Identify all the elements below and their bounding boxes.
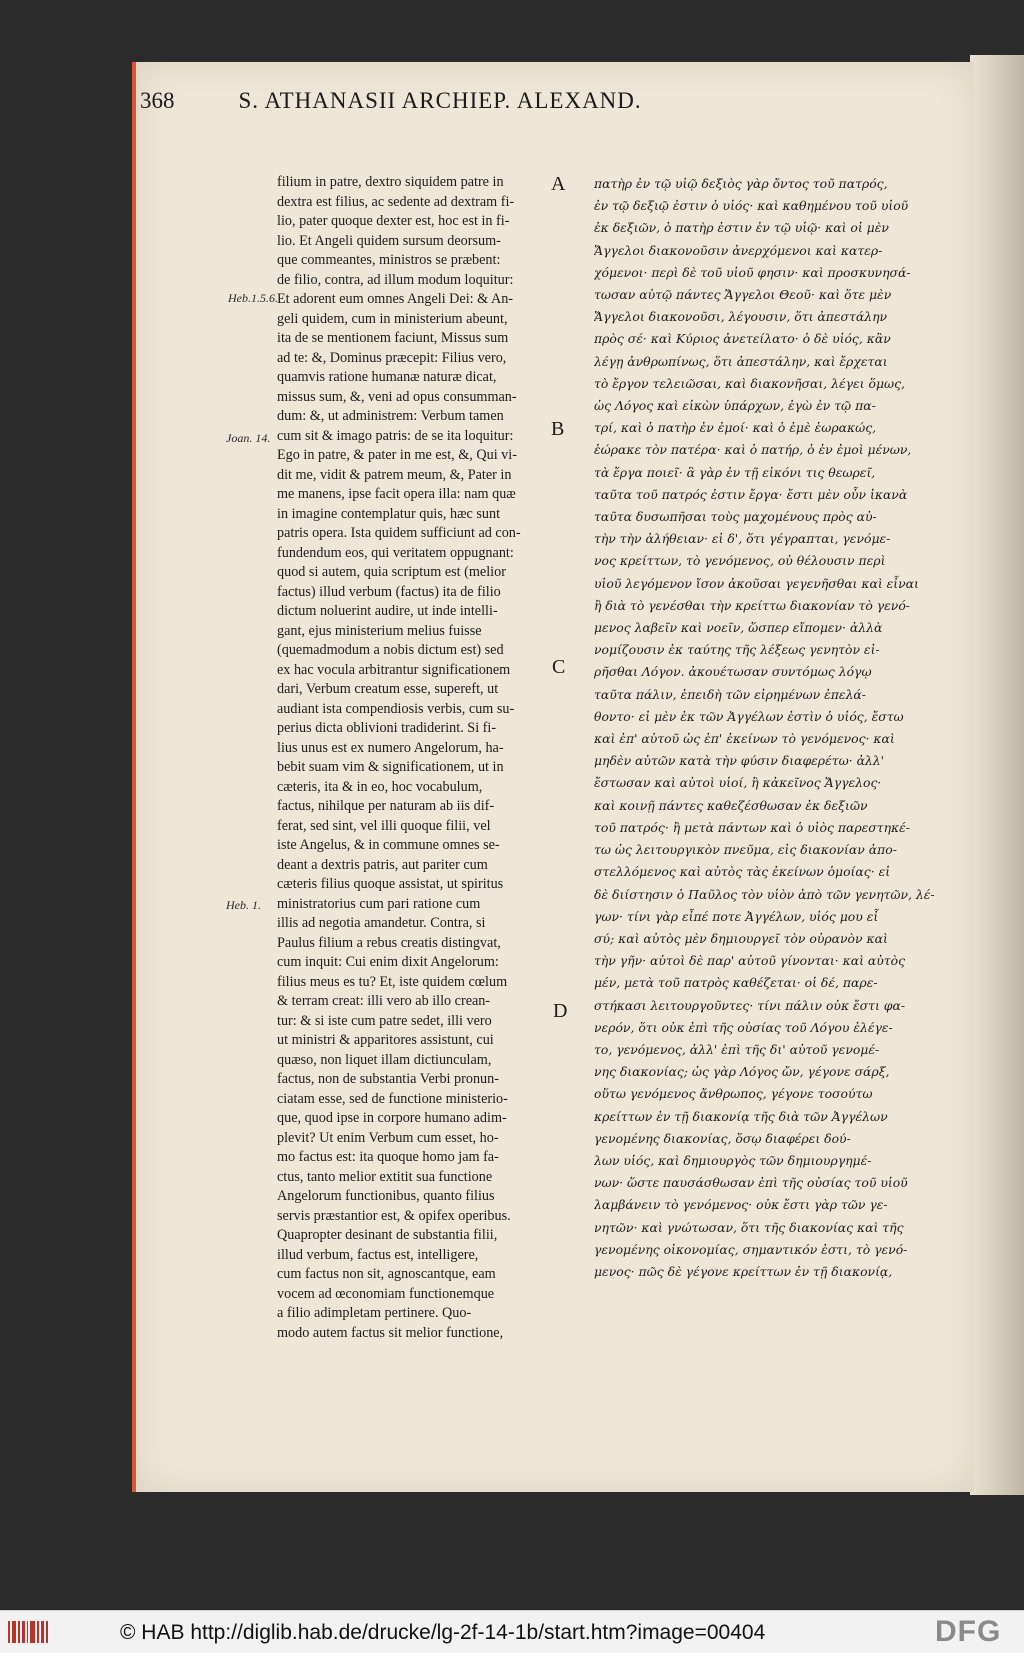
text-line: factus, nihilque per naturam ab iis dif- [277, 798, 495, 814]
text-line: στήκασι λειτουργοῦντες· τίνι πάλιν οὐκ ἔστι φα- [594, 997, 906, 1013]
text-line: ctus, tanto melior extitit sua functione [277, 1168, 493, 1185]
text-line: ciatam esse, sed de functione ministerio- [277, 1090, 508, 1107]
text-line: perius dicta oblivioni tradiderint. Si fi- [277, 720, 497, 736]
text-line: vocem ad œconomiam functionemque [277, 1285, 495, 1302]
text-line: το, γενόμενος, ἀλλ' ἐπὶ τῆς δι' αὐτοῦ γενομέ- [594, 1041, 880, 1057]
text-line: de filio, contra, ad illum modum loquitur: [277, 271, 514, 288]
text-line: lio. Et Angeli quidem sursum deorsum- [277, 232, 501, 249]
text-line: que, quod ipse in corpore humano adim- [277, 1110, 507, 1126]
text-line: ad te: &, Dominus præcepit: Filius vero, [277, 349, 507, 366]
text-line: καὶ ἐπ' αὐτοῦ ὡς ἐπ' ἐκείνων τὸ γενόμενος· καὶ [594, 731, 895, 747]
text-line: πατὴρ ἐν τῷ υἱῷ δεξιὸς γὰρ ὄντος τοῦ πατρός, [594, 176, 888, 191]
text-line: ut ministri & apparitores assistunt, cui [277, 1032, 494, 1048]
text-line: νομίζουσιν ἐκ ταύτης τῆς λέξεως γενητὸν εἰ- [594, 642, 880, 658]
footer-bar [0, 1610, 1024, 1653]
text-line: Angelorum functionibus, quanto filius [277, 1188, 495, 1204]
text-line: δὲ διίστησιν ὁ Παῦλος τὸν υἱὸν ἀπὸ τῶν γενητῶν, λέ- [594, 886, 935, 902]
marginal-note: Heb.1.5.6. [228, 291, 278, 305]
text-line: dextra est filius, ac sedente ad dextram fi- [277, 193, 515, 210]
text-line: lio, pater quoque dexter est, hoc est in fi- [277, 213, 510, 229]
text-line: λέγῃ ἀνθρωπίνως, ὅτι ἀπεστάλην, καὶ ἔρχεται [594, 353, 888, 369]
text-line: dit me, vidit & patrem meum, &, Pater in [277, 466, 512, 483]
marginal-note: Joan. 14. [226, 431, 271, 445]
section-letter: A [551, 173, 566, 195]
text-line: τρί, καὶ ὁ πατὴρ ἐν ἐμοί· καὶ ὁ ἐμὲ ἑωρακώς, [594, 420, 877, 436]
text-line: cum factus non sit, agnoscantque, eam [277, 1266, 496, 1282]
text-line: τωσαν αὐτῷ πάντες Ἄγγελοι Θεοῦ· καὶ ὅτε μὲν [594, 287, 892, 303]
text-line: πρὸς σέ· καὶ Κύριος ἀνετείλατο· ὁ δὲ υἱός, κἂν [594, 331, 891, 347]
text-line: missus sum, &, veni ad opus consumman- [277, 388, 517, 405]
text-line: υἱοῦ λεγόμενον ἴσον ἀκοῦσαι γεγενῆσθαι καὶ εἶναι [594, 575, 919, 591]
text-line: γων· τίνι γὰρ εἶπέ ποτε Ἀγγέλων, υἱός μου εἶ [594, 908, 879, 924]
text-line: Ἄγγελοι διακονοῦσιν ἀνερχόμενοι καὶ κατερ- [594, 242, 883, 258]
text-line: τὸ ἔργον τελειῶσαι, καὶ διακονῆσαι, λέγει ὅμως, [594, 375, 905, 391]
text-line: dum: &, ut administrem: Verbum tamen [277, 408, 504, 424]
latin-column [277, 173, 567, 1343]
page-edge [970, 55, 1024, 1495]
text-line: cæteris, ita & in eo, hoc vocabulum, [277, 778, 483, 795]
section-letter: C [552, 656, 566, 678]
text-line: μενος· πῶς δὲ γέγονε κρείττων ἐν τῇ διακονίᾳ, [594, 1263, 893, 1279]
text-line: γενομένης οἰκονομίας, σημαντικόν ἐστι, τὸ γενό- [594, 1241, 908, 1257]
text-line: patris opera. Ista quidem sufficiunt ad con- [277, 525, 521, 541]
text-line: cæteris filius quoque assistat, ut spiritus [277, 876, 504, 892]
text-line: τω ὡς λειτουργικὸν πνεῦμα, εἰς διακονίαν ἀπο- [594, 842, 897, 858]
text-line: Ego in patre, & pater in me est, &, Qui vi- [277, 447, 517, 463]
text-line: νης διακονίας; ὡς γὰρ Λόγος ὤν, γέγονε σάρξ, [594, 1064, 890, 1080]
text-line: quod si autem, quia scriptum est (melior [277, 564, 506, 580]
text-line: Paulus filium a rebus creatis distingvat, [277, 934, 501, 951]
text-line: ταῦτα πάλιν, ἐπειδὴ τῶν εἰρημένων ἐπελά- [594, 686, 866, 702]
text-line: filius meus es tu? Et, iste quidem cœlum [277, 973, 508, 990]
text-line: ρῆσθαι Λόγον. ἀκουέτωσαν συντόμως λόγῳ [594, 664, 872, 680]
text-line: (quemadmodum a nobis dictum est) sed [277, 642, 504, 658]
text-line: tur: & si iste cum patre sedet, illi vero [277, 1012, 492, 1029]
text-line: modo autem factus sit melior functione, [277, 1324, 504, 1341]
page-number: 368 [140, 88, 175, 113]
text-line: dictum noluerint audire, ut inde intelli- [277, 603, 498, 619]
text-line: lius unus est ex numero Angelorum, ha- [277, 739, 504, 756]
dfg-logo: DFG [935, 1615, 1002, 1648]
text-line: me manens, ipse facit opera illa: nam quæ [277, 486, 516, 502]
section-letter: D [553, 1000, 568, 1022]
text-line: factus, non de substantia Verbi pronun- [277, 1071, 499, 1087]
text-line: cum sit & imago patris: de se ita loquitur: [277, 427, 514, 444]
copyright-url[interactable]: © HAB http://diglib.hab.de/drucke/lg-2f-14-1b/start.htm?image=00404 [120, 1621, 766, 1644]
text-line: dari, Verbum creatum esse, supereft, ut [277, 681, 499, 697]
text-line: a filio adimpletam pertinere. Quo- [277, 1305, 472, 1321]
text-line: ἔστωσαν καὶ αὐτοὶ υἱοί, ἢ κἀκεῖνος Ἄγγελος· [594, 775, 882, 791]
text-line: filium in patre, dextro siquidem patre in [277, 174, 504, 190]
section-letter: B [551, 418, 565, 440]
marginal-note: Heb. 1. [226, 898, 261, 912]
text-line: ex hac vocula arbitrantur significationem [277, 661, 511, 678]
text-line: que commeantes, ministros se præbent: [277, 252, 501, 268]
text-line: σύ; καὶ αὐτὸς μὲν δημιουργεῖ τὸν οὐρανὸν καὶ [594, 930, 888, 946]
text-line: plevit? Ut enim Verbum cum esset, ho- [277, 1129, 499, 1146]
text-line: ἐκ δεξιῶν, ὁ πατὴρ ἐστιν ἐν τῷ υἱῷ· καὶ οἱ μὲν [594, 220, 889, 236]
text-line: λων υἱός, καὶ δημιουργὸς τῶν δημιουργημέ- [594, 1152, 872, 1168]
greek-column [594, 173, 954, 1283]
text-line: quamvis ratione humanæ naturæ dicat, [277, 369, 497, 385]
text-line: illis ad negotia amandetur. Contra, si [277, 915, 486, 931]
text-line: κρείττων ἐν τῇ διακονίᾳ τῆς διὰ τῶν Ἀγγέλων [594, 1108, 888, 1124]
text-line: quæso, non liquet illam dictiunculam, [277, 1051, 492, 1068]
text-line: cum inquit: Cui enim dixit Angelorum: [277, 954, 499, 970]
text-line: τὴν τὴν ἀλήθειαν· εἰ δ', ὅτι γέγραπται, γενόμε- [594, 531, 891, 547]
text-line: λαμβάνειν τὸ γενόμενος· οὐκ ἔστι γὰρ τῶν γε- [594, 1197, 888, 1213]
text-line: deant a dextris patris, aut pariter cum [277, 856, 488, 873]
text-line: mo factus est: ita quoque homo jam fa- [277, 1149, 499, 1165]
text-line: ὡς Λόγος καὶ εἰκὼν ὑπάρχων, ἐγὼ ἐν τῷ πα- [594, 398, 876, 414]
text-line: νος κρείττων, τὸ γενόμενος, οὐ θέλουσιν περὶ [594, 553, 886, 569]
text-line: μέν, μετὰ τοῦ πατρὸς καθέζεται· οἱ δέ, παρε- [594, 975, 878, 991]
text-line: ταῦτα δυσωπῆσαι τοὺς μαχομένους πρὸς αὐ- [594, 509, 877, 525]
text-line: in imagine contemplatur quis, hæc sunt [277, 505, 501, 522]
running-title: S. ATHANASII ARCHIEP. ALEXAND. [238, 88, 642, 113]
text-line: bebit suam vim & significationem, ut in [277, 759, 504, 775]
text-line: servis præstantior est, & opifex operibus. [277, 1207, 511, 1224]
text-line: νων· ὥστε παυσάσθωσαν ἐπὶ τῆς οὐσίας τοῦ υἱοῦ [594, 1175, 908, 1191]
text-line: καὶ κοινῇ πάντες καθεζέσθωσαν ἐκ δεξιῶν [594, 797, 868, 813]
text-line: fundendum eos, qui veritatem oppugnant: [277, 544, 514, 561]
text-line: τὰ ἔργα ποιεῖ· ἃ γὰρ ἐν τῇ εἰκόνι τις θεωρεῖ, [594, 464, 876, 480]
text-line: iste Angelus, & in commune omnes se- [277, 837, 500, 853]
text-line: ταῦτα τοῦ πατρός ἐστιν ἔργα· ἔστι μὲν οὖν ἱκανὰ [594, 486, 908, 502]
text-line: νερόν, ὅτι οὐκ ἐπὶ τῆς οὐσίας τοῦ Λόγου ἐλέγε- [594, 1019, 893, 1035]
text-line: στελλόμενος καὶ αὐτὸς τὰς ἐκείνων ὁμοίας· εἰ [594, 864, 891, 880]
text-line: τὴν γῆν· αὐτοὶ δὲ παρ' αὐτοῦ γίνονται· καὶ αὐτὸς [594, 953, 906, 969]
text-line: Et adorent eum omnes Angeli Dei: & An- [277, 291, 514, 307]
text-line: factus) illud verbum (factus) ita de filio [277, 583, 501, 600]
text-line: χόμενοι· περὶ δὲ τοῦ υἱοῦ φησιν· καὶ προσκυνησά- [594, 264, 911, 280]
text-line: ἐν τῷ δεξιῷ ἐστιν ὁ υἱός· καὶ καθημένου τοῦ υἱοῦ [594, 198, 909, 214]
text-line: γενομένης διακονίας, ὅσῳ διαφέρει δού- [594, 1130, 851, 1146]
text-line: Ἄγγελοι διακονοῦσι, λέγουσιν, ὅτι ἀπεστάλην [594, 309, 888, 325]
text-line: Quapropter desinant de substantia filii, [277, 1227, 498, 1243]
text-line: τοῦ πατρός· ἢ μετὰ πάντων καὶ ὁ υἱὸς παρεστηκέ- [594, 819, 910, 835]
text-line: μενος λαβεῖν καὶ νοεῖν, ὥσπερ εἴπομεν· ἀλλὰ [594, 620, 883, 636]
page-header [140, 88, 680, 122]
text-line: ἑώρακε τὸν πατέρα· καὶ ὁ πατήρ, ὁ ἐν ἐμοὶ μένων, [594, 442, 912, 458]
text-line: gant, ejus ministerium melius fuisse [277, 622, 482, 639]
text-line: ἢ διὰ τὸ γενέσθαι τὴν κρείττω διακονίαν τὸ γενό- [594, 597, 910, 613]
barcode-icon [8, 1621, 48, 1643]
text-line: θοντο· εἰ μὲν ἐκ τῶν Ἀγγέλων ἐστὶν ὁ υἱός, ἔστω [594, 708, 904, 724]
text-line: illud verbum, factus est, intelligere, [277, 1246, 479, 1263]
text-line: μηδὲν αὐτῶν κατὰ τὴν φύσιν διαφερέτω· ἀλλ' [594, 753, 885, 769]
text-line: & terram creat: illi vero ab illo crean- [277, 993, 491, 1009]
text-line: ferat, sed sint, vel illi quoque filii, vel [277, 817, 491, 834]
text-line: ita de se mentionem faciunt, Missus sum [277, 330, 509, 346]
text-line: νητῶν· καὶ γνώτωσαν, ὅτι τῆς διακονίας καὶ τῆς [594, 1219, 904, 1235]
text-line: ministratorius cum pari ratione cum [277, 895, 481, 912]
text-line: οὕτω γενόμενος ἄνθρωπος, γέγονε τοσούτω [594, 1086, 873, 1102]
text-line: audiant ista compendiosis verbis, cum su- [277, 700, 515, 717]
text-line: geli quidem, cum in ministerium abeunt, [277, 310, 508, 327]
